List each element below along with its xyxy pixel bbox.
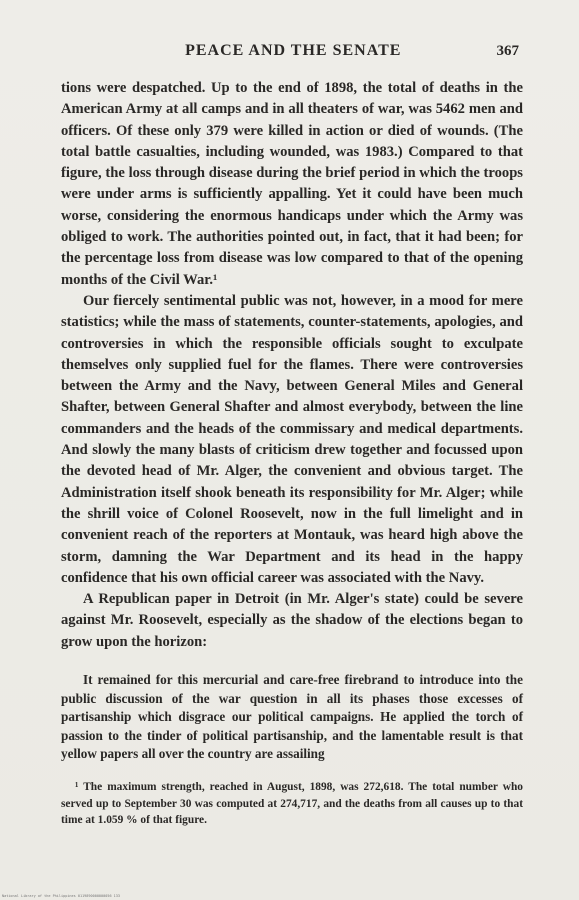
running-head: PEACE AND THE SENATE [185,42,402,59]
quote-text: It remained for this mercurial and care-free firebrand to introduce into the public discussion of the war question in all its phases those excesses of partisanship which disgrace our political campaigns. He applied the torch of passion to the tinder of political partisanship, and the lamentable result is that yellow papers all over the country are assailing [61,672,523,762]
paragraph-2: Our fiercely sentimental public was not, however, in a mood for mere statistics; while the mass of statements, counter-statements, apologies, and controversies in which the responsible officials sought to exculpate themselves only supplied fuel for the flames. There were controversies between the Army and the Navy, between General Miles and General Shafter, between General Shafter and almost everybody, between the line commanders and the heads of the commissary and medical departments. And slowly the many blasts of criticism drew together and focussed upon the devoted head of Mr. Alger, the convenient and obvious target. The Administration itself shook beneath its responsibility for Mr. Alger; while the shrill voice of Colonel Roosevelt, now in the full limelight and in convenient reach of the reporters at Montauk, was heard high above the storm, damning the War Department and its head in the happy confidence that his own official career was associated with the Navy. [61,292,523,586]
body-text [61,78,523,653]
paragraph-1: tions were despatched. Up to the end of 1898, the total of deaths in the American Army at all camps and in all theaters of war, was 5462 men and officers. Of these only 379 were killed in action or died of wounds. (The total battle casualties, including wounded, was 1983.) Compared to that figure, the loss through disease during the brief period in which the troops were under arms is sufficiently appalling. Yet it could have been much worse, considering the enormous handicaps under which the Army was obliged to work. The authorities pointed out, in fact, that it had been; for the percentage loss from disease was low compared to that of the opening months of the Civil War.¹ [61,80,523,288]
footnote-text: ¹ The maximum strength, reached in August, 1898, was 272,618. The total number who served up to September 30 was computed at 274,717, and the deaths from all causes up to that time at 1.059 % of that figure. [61,781,523,826]
paragraph-3: A Republican paper in Detroit (in Mr. Alger's state) could be severe against Mr. Roosevelt, especially as the shadow of the elections began to grow upon the horizon: [61,591,523,650]
block-quote [61,671,523,764]
footnote [61,779,523,829]
scan-credit: National Library of the Philippines 0119890000000056 133 [2,894,121,898]
page-number: 367 [496,43,519,59]
page-header [60,42,519,62]
